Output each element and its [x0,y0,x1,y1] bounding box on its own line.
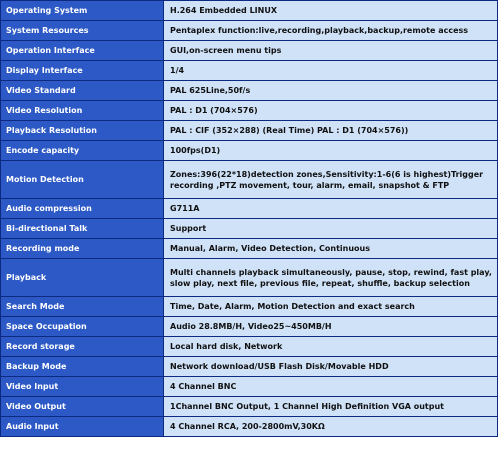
spec-label: Playback Resolution [1,121,164,141]
spec-row-audio-compression [1,199,498,219]
spec-label: Space Occupation [1,317,164,337]
spec-row-playback-resolution [1,121,498,141]
spec-row-encode-capacity [1,141,498,161]
spec-label: Audio compression [1,199,164,219]
spec-label: Operating System [1,1,164,21]
spec-label: Video Standard [1,81,164,101]
spec-value: Pentaplex function:live,recording,playback,backup,remote access [164,21,498,41]
spec-row-system-resources [1,21,498,41]
spec-label: Motion Detection [1,161,164,199]
spec-value: Time, Date, Alarm, Motion Detection and exact search [164,297,498,317]
spec-value: PAL : D1 (704×576) [164,101,498,121]
spec-row-motion-detection [1,161,498,199]
spec-value: 4 Channel BNC [164,377,498,397]
spec-row-display-interface [1,61,498,81]
spec-label: Recording mode [1,239,164,259]
spec-label: Backup Mode [1,357,164,377]
spec-row-bi-directional-talk [1,219,498,239]
spec-row-operation-interface [1,41,498,61]
spec-label: Bi-directional Talk [1,219,164,239]
spec-label: Operation Interface [1,41,164,61]
spec-value: PAL 625Line,50f/s [164,81,498,101]
spec-row-video-resolution [1,101,498,121]
spec-value: G711A [164,199,498,219]
spec-row-space-occupation [1,317,498,337]
spec-row-audio-input [1,417,498,437]
spec-label: Video Output [1,397,164,417]
spec-label: Video Resolution [1,101,164,121]
spec-row-video-standard [1,81,498,101]
spec-label: Video Input [1,377,164,397]
spec-value: Network download/USB Flash Disk/Movable HDD [164,357,498,377]
spec-row-playback [1,259,498,297]
spec-label: Audio Input [1,417,164,437]
spec-value: 1/4 [164,61,498,81]
spec-value: PAL : CIF (352×288) (Real Time) PAL : D1 (704×576)) [164,121,498,141]
spec-value: 1Channel BNC Output, 1 Channel High Definition VGA output [164,397,498,417]
spec-value: GUI,on-screen menu tips [164,41,498,61]
spec-label: Playback [1,259,164,297]
spec-label: Display Interface [1,61,164,81]
spec-row-backup-mode [1,357,498,377]
spec-value: Manual, Alarm, Video Detection, Continuous [164,239,498,259]
spec-value: Local hard disk, Network [164,337,498,357]
spec-value: Audio 28.8MB/H, Video25~450MB/H [164,317,498,337]
spec-row-operating-system [1,1,498,21]
spec-value: 100fps(D1) [164,141,498,161]
spec-row-record-storage [1,337,498,357]
spec-row-video-input [1,377,498,397]
spec-label: Encode capacity [1,141,164,161]
spec-value: Zones:396(22*18)detection zones,Sensitivity:1-6(6 is highest)Trigger recording ,PTZ movement, tour, alarm, email, snapshot & FTP [164,161,498,199]
spec-row-video-output [1,397,498,417]
spec-label: System Resources [1,21,164,41]
spec-value: Multi channels playback simultaneously, pause, stop, rewind, fast play, slow play, next file, previous file, repeat, shuffle, backup selection [164,259,498,297]
spec-label: Search Mode [1,297,164,317]
spec-row-recording-mode [1,239,498,259]
spec-label: Record storage [1,337,164,357]
spec-value: 4 Channel RCA, 200-2800mV,30KΩ [164,417,498,437]
spec-row-search-mode [1,297,498,317]
spec-value: Support [164,219,498,239]
spec-value: H.264 Embedded LINUX [164,1,498,21]
